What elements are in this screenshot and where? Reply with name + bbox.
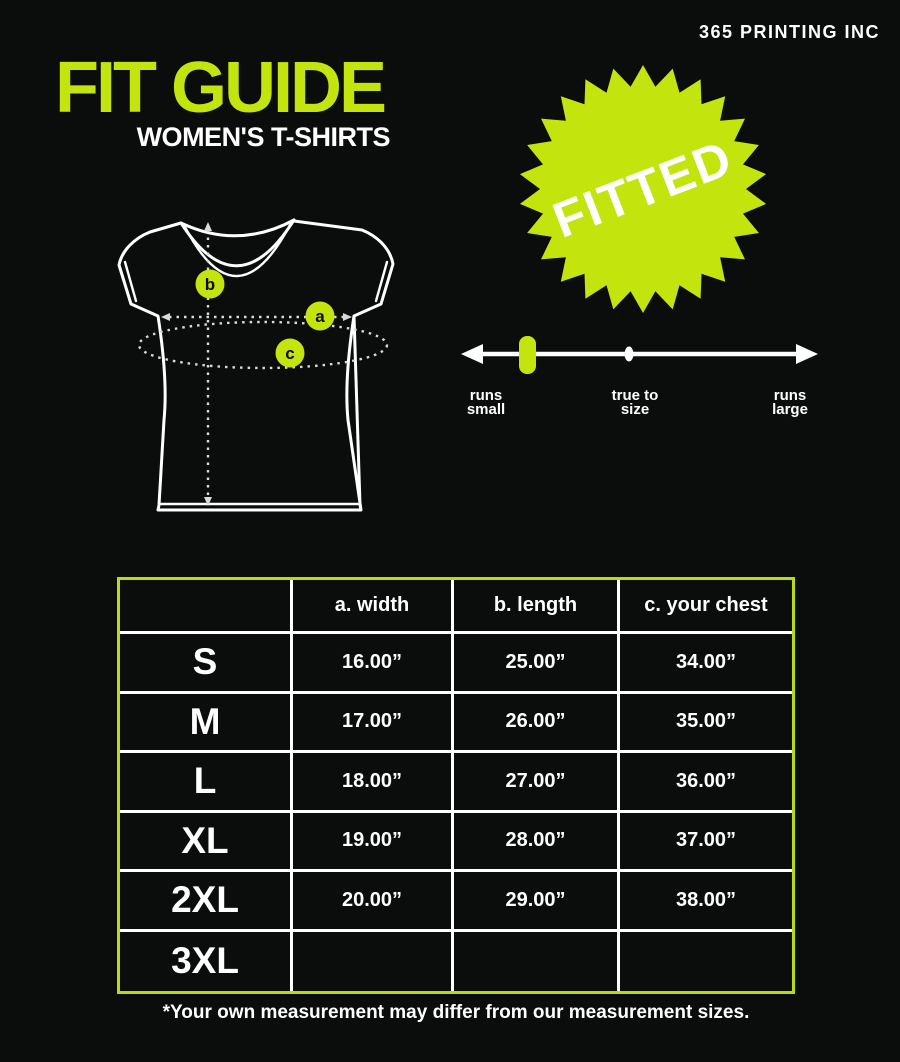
fitted-badge (513, 59, 773, 319)
chest-value: 37.00” (620, 813, 792, 873)
length-value (454, 932, 620, 992)
header-blank (120, 580, 293, 634)
size-label: M (120, 694, 293, 754)
scale-label-line: size (620, 401, 650, 418)
header-length: b. length (454, 580, 620, 634)
width-value: 19.00” (293, 813, 454, 873)
size-label: L (120, 753, 293, 813)
scale-label-line: runs (773, 387, 807, 404)
fit-scale (450, 330, 830, 394)
scale-label-line: runs (469, 387, 503, 404)
scale-center-dot (625, 347, 634, 362)
scale-arrow-right-icon (796, 344, 818, 364)
width-value: 18.00” (293, 753, 454, 813)
chest-value: 36.00” (620, 753, 792, 813)
length-value: 29.00” (454, 872, 620, 932)
page-title: FIT GUIDE (55, 48, 384, 128)
right-sleeve-hem-line (376, 262, 387, 301)
header-width: a. width (293, 580, 454, 634)
tshirt-diagram (110, 205, 410, 525)
scale-label-runs-small (441, 389, 531, 417)
size-label: 3XL (120, 932, 293, 992)
scale-arrow-left-icon (461, 344, 483, 364)
width-value: 20.00” (293, 872, 454, 932)
tshirt-outline (119, 221, 393, 510)
scale-label-true-to-size (590, 389, 680, 417)
chest-value: 38.00” (620, 872, 792, 932)
width-value: 16.00” (293, 634, 454, 694)
brand-name: 365 PRINTING INC (698, 22, 880, 42)
header-chest: c. your chest (620, 580, 792, 634)
width-value (293, 932, 454, 992)
size-label: S (120, 634, 293, 694)
chest-value: 35.00” (620, 694, 792, 754)
length-value: 26.00” (454, 694, 620, 754)
left-sleeve-hem-line (125, 262, 136, 301)
width-value: 17.00” (293, 694, 454, 754)
size-label: XL (120, 813, 293, 873)
width-arrow-left-icon (161, 313, 170, 321)
page-subtitle: WOMEN'S T-SHIRTS (136, 122, 390, 152)
size-chart-table (117, 577, 795, 994)
chest-value: 34.00” (620, 634, 792, 694)
marker-c-label: c (285, 344, 295, 363)
length-value: 28.00” (454, 813, 620, 873)
back-collar-line (181, 220, 294, 236)
length-value: 25.00” (454, 634, 620, 694)
length-value: 27.00” (454, 753, 620, 813)
marker-a-label: a (315, 307, 325, 326)
marker-b-label: b (204, 275, 216, 294)
chest-value (620, 932, 792, 992)
scale-label-line: small (466, 401, 506, 418)
measurement-disclaimer: *Your own measurement may differ from our measurement sizes. (162, 1002, 750, 1023)
fit-position-marker (519, 336, 536, 374)
scale-label-line: large (772, 401, 808, 418)
width-arrow-right-icon (343, 313, 352, 321)
scale-label-runs-large (745, 389, 835, 417)
scale-label-line: true to (611, 387, 659, 404)
size-label: 2XL (120, 872, 293, 932)
fitted-badge-label: FITTED (545, 129, 741, 249)
length-arrow-up-icon (204, 222, 212, 231)
